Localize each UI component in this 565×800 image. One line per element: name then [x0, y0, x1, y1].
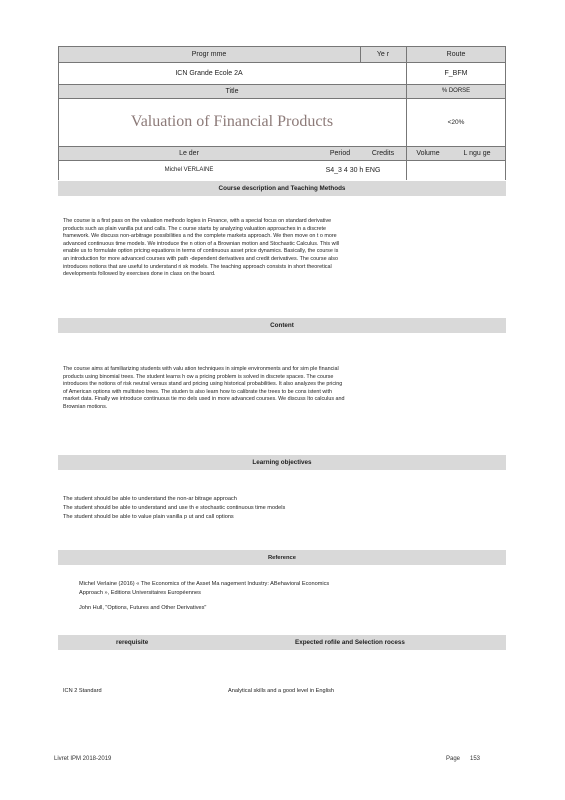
prerequisite-title: rerequisite: [116, 639, 149, 646]
programme-value: ICN Grande Ecole 2A: [175, 69, 243, 77]
reference-list: [79, 580, 499, 613]
section-title-reference: Reference: [58, 550, 506, 565]
text-line: enable us to formulate option pricing equations in terms of continuous asset price dynamics. Basically, the course is: [63, 248, 339, 255]
programme-label: Progr mme: [191, 50, 227, 58]
table-border: [360, 46, 361, 62]
table-border: [58, 160, 506, 161]
description-paragraph: [63, 218, 499, 279]
text-line: market data. Finally we introduce continuous tie mo dels used in more advanced courses. We discuss Ito calculus and: [63, 396, 345, 403]
course-title: Valuation of Financial Products: [130, 113, 334, 130]
leader-value: Michel VERLAINE: [164, 167, 214, 173]
volume-label: Volume: [416, 149, 440, 157]
percent-value: <20%: [447, 118, 465, 126]
reference-line: John Hull, "Options, Futures and Other Derivatives": [79, 605, 207, 611]
text-line: The course aims at familiarizing students with valu ation techniques in simple environments and for sim ple financial: [63, 366, 339, 372]
table-border: [406, 46, 407, 180]
list-item: The student should be able to understand and use th e stochastic continuous time models: [63, 505, 286, 511]
text-line: introduces the notions of risk neutral versus stand ard pricing using historical probabilities. It also analyzes the pricing: [63, 381, 343, 388]
credits-label: Credits: [371, 149, 395, 157]
text-line: introduces notions that are useful to understand ri sk models. The teaching approach consists in short theoretical: [63, 263, 332, 270]
period-label: Period: [329, 149, 351, 157]
text-line: products such as plain vanilla put and calls. The c ourse starts by analyzing valuation approaches in a discrete: [63, 225, 326, 232]
text-line: The course is a first pass on the valuation methodo logies in Finance, with a special focus on standard derivative: [63, 218, 332, 224]
footer-booklet-label: Livret IPM 2018-2019: [54, 756, 112, 762]
list-item: The student should be able to value plain vanilla p ut and call options: [63, 514, 234, 520]
table-border: [58, 46, 506, 47]
text-line: developments followed by exercises done in class on the board.: [63, 271, 216, 278]
section-title-description: Course description and Teaching Methods: [58, 181, 506, 196]
dorse-label: % DORSE: [441, 88, 471, 94]
leader-label: Le der: [179, 149, 199, 157]
text-line: Brownian motions.: [63, 403, 108, 410]
reference-line: Approach », Editions Universitaires Européennes: [79, 590, 201, 596]
route-value: F_BFM: [444, 69, 468, 77]
text-line: products using binomial trees. The student learns h ow a pricing problem is solved in discrete spaces. The course: [63, 373, 334, 380]
table-border: [58, 98, 506, 99]
content-paragraph: [63, 366, 499, 412]
section-title-objectives: Learning objectives: [58, 455, 506, 470]
language-label: L ngu ge: [463, 149, 491, 157]
prerequisite-value: ICN 2 Standard: [63, 688, 102, 694]
text-line: framework. We discuss non-arbitrage possibilities a nd the complete markets approach. We then move on t o more: [63, 233, 337, 240]
text-line: of American options with multisteo trees. The studen ts also learn how to calibrate the trees to be cons istent with: [63, 388, 332, 395]
table-border: [505, 46, 506, 180]
footer-page-label: Page: [446, 756, 461, 762]
reference-line: Michel Verlaine (2016) « The Economics of the Asset Ma nagement Industry: ABehavioral Economics: [79, 581, 330, 587]
table-border: [58, 84, 506, 85]
list-item: The student should be able to understand the non-ar bitrage approach: [63, 496, 237, 502]
text-line: advanced continuous time models. We introduce the n otion of a Brownian motion and Stochastic Calculus. This will: [63, 240, 340, 247]
route-label: Route: [446, 50, 466, 58]
text-line: an introduction for more advanced courses with path -dependent derivatives and credit derivatives. The course also: [63, 255, 338, 262]
objectives-list: [63, 495, 499, 522]
table-border: [58, 46, 59, 180]
year-label: Ye r: [376, 50, 390, 58]
section-title-content: Content: [58, 318, 506, 333]
expected-profile-value: Analytical skills and a good level in English: [228, 688, 335, 694]
period-credits-value: S4_3 4 30 h ENG: [325, 166, 381, 174]
title-label: Title: [225, 87, 239, 95]
expected-profile-title: Expected rofile and Selection rocess: [295, 639, 405, 646]
table-border: [58, 146, 506, 147]
table-border: [58, 62, 506, 63]
footer-page-number: 153: [470, 756, 481, 762]
